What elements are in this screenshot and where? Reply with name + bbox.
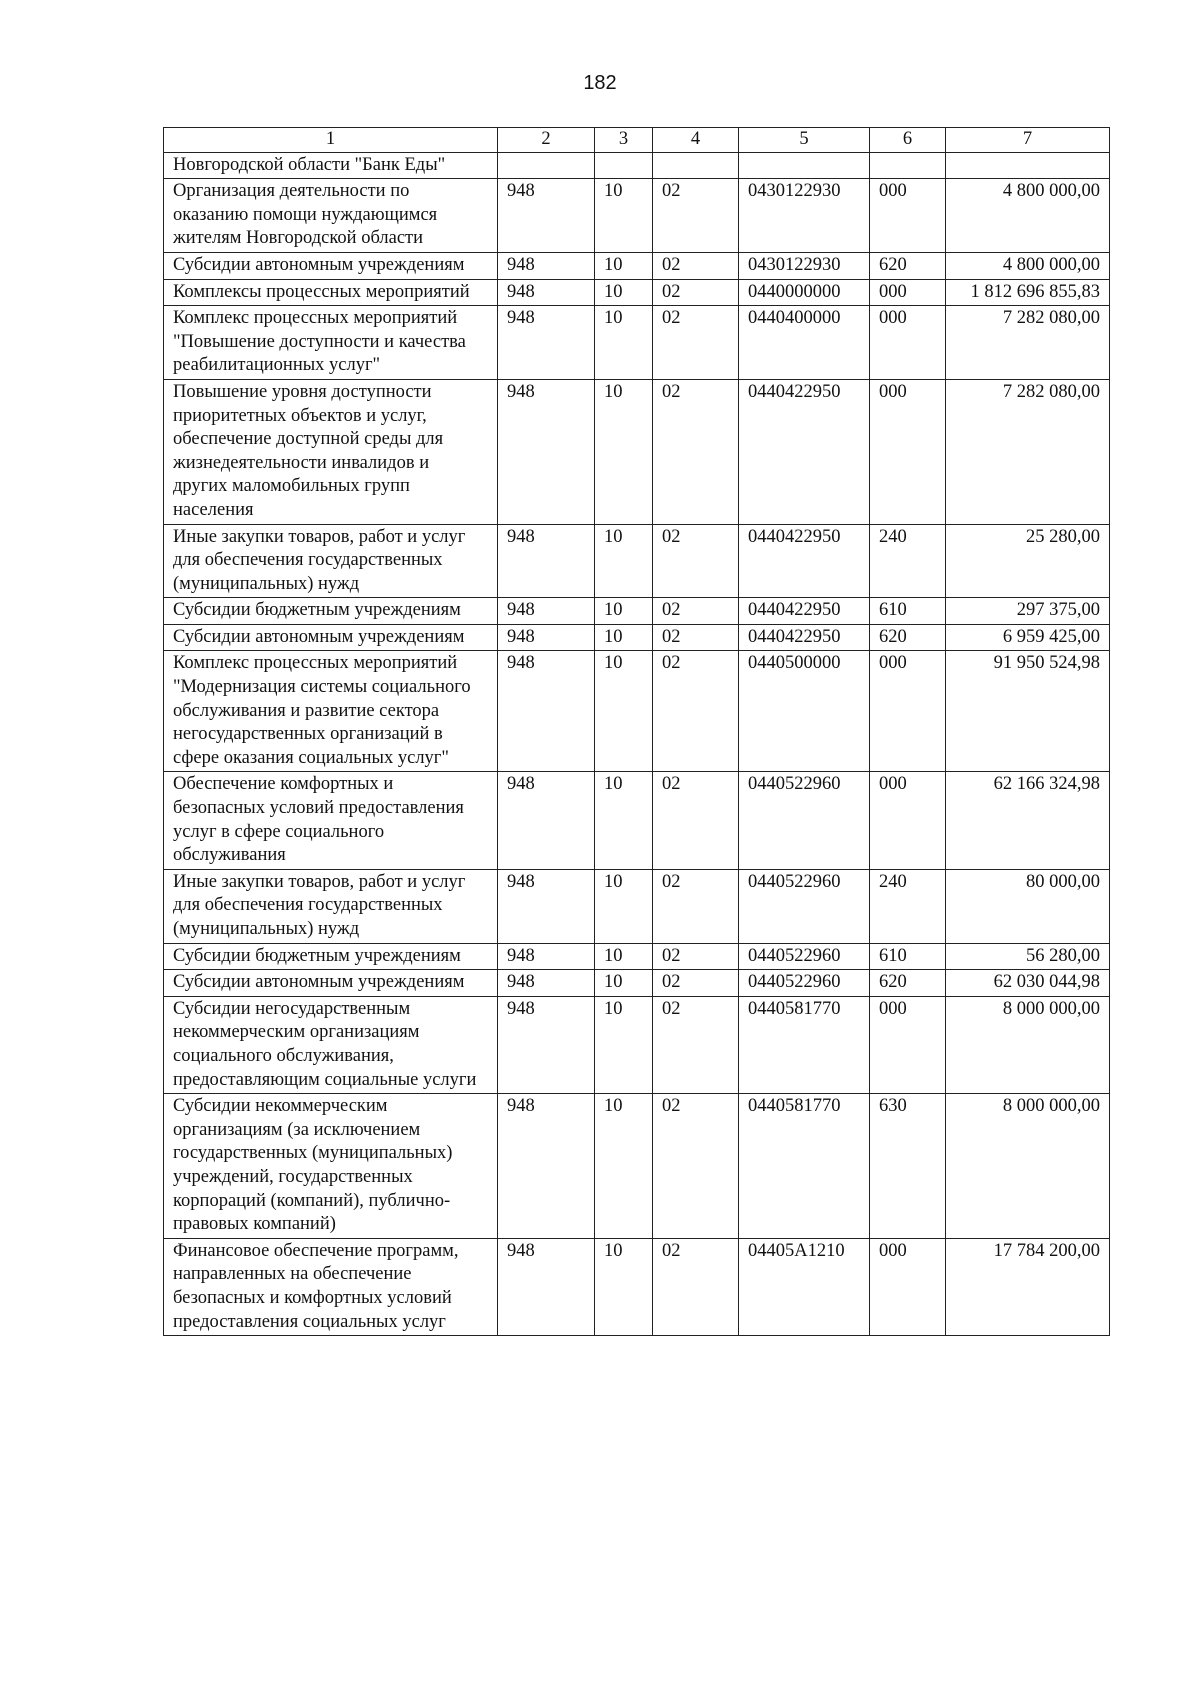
name-cell: Иные закупки товаров, работ и услуг для обеспечения государственных (муниципальных) нужд bbox=[164, 524, 498, 598]
amount-cell: 8 000 000,00 bbox=[946, 996, 1110, 1093]
amount-cell: 56 280,00 bbox=[946, 943, 1110, 970]
subsection-code-cell: 02 bbox=[653, 306, 739, 380]
target-article-cell bbox=[739, 152, 870, 179]
budget-table bbox=[163, 127, 1110, 1336]
column-header: 7 bbox=[946, 128, 1110, 153]
name-cell: Субсидии бюджетным учреждениям bbox=[164, 598, 498, 625]
ministry-code-cell: 948 bbox=[498, 379, 595, 524]
table-row bbox=[164, 524, 1110, 598]
name-cell: Комплексы процессных мероприятий bbox=[164, 279, 498, 306]
table-row bbox=[164, 651, 1110, 772]
amount-cell: 1 812 696 855,83 bbox=[946, 279, 1110, 306]
amount-cell: 91 950 524,98 bbox=[946, 651, 1110, 772]
target-article-cell: 0440422950 bbox=[739, 624, 870, 651]
subsection-code-cell: 02 bbox=[653, 651, 739, 772]
ministry-code-cell: 948 bbox=[498, 1238, 595, 1335]
name-cell: Повышение уровня доступности приоритетных объектов и услуг, обеспечение доступной среды для жизнедеятельности инвалидов и других маломобильных групп населения bbox=[164, 379, 498, 524]
section-code-cell: 10 bbox=[595, 598, 653, 625]
expense-type-cell: 620 bbox=[870, 970, 946, 997]
subsection-code-cell: 02 bbox=[653, 943, 739, 970]
subsection-code-cell bbox=[653, 152, 739, 179]
table-body bbox=[164, 152, 1110, 1336]
target-article-cell: 0440400000 bbox=[739, 306, 870, 380]
column-header: 4 bbox=[653, 128, 739, 153]
subsection-code-cell: 02 bbox=[653, 279, 739, 306]
table-row bbox=[164, 970, 1110, 997]
target-article-cell: 0440000000 bbox=[739, 279, 870, 306]
target-article-cell: 0430122930 bbox=[739, 179, 870, 253]
name-cell: Иные закупки товаров, работ и услуг для обеспечения государственных (муниципальных) нужд bbox=[164, 869, 498, 943]
name-cell: Финансовое обеспечение программ, направленных на обеспечение безопасных и комфортных условий предоставления социальных услуг bbox=[164, 1238, 498, 1335]
table-row bbox=[164, 152, 1110, 179]
amount-cell: 17 784 200,00 bbox=[946, 1238, 1110, 1335]
subsection-code-cell: 02 bbox=[653, 624, 739, 651]
subsection-code-cell: 02 bbox=[653, 996, 739, 1093]
ministry-code-cell: 948 bbox=[498, 252, 595, 279]
section-code-cell: 10 bbox=[595, 772, 653, 869]
subsection-code-cell: 02 bbox=[653, 869, 739, 943]
section-code-cell: 10 bbox=[595, 869, 653, 943]
name-cell: Субсидии автономным учреждениям bbox=[164, 624, 498, 651]
name-cell: Комплекс процессных мероприятий "Повышение доступности и качества реабилитационных услуг" bbox=[164, 306, 498, 380]
subsection-code-cell: 02 bbox=[653, 524, 739, 598]
target-article-cell: 0440522960 bbox=[739, 943, 870, 970]
name-cell: Субсидии автономным учреждениям bbox=[164, 970, 498, 997]
subsection-code-cell: 02 bbox=[653, 772, 739, 869]
expense-type-cell: 620 bbox=[870, 252, 946, 279]
section-code-cell: 10 bbox=[595, 1238, 653, 1335]
expense-type-cell: 000 bbox=[870, 279, 946, 306]
target-article-cell: 0440522960 bbox=[739, 869, 870, 943]
amount-cell: 62 030 044,98 bbox=[946, 970, 1110, 997]
amount-cell: 62 166 324,98 bbox=[946, 772, 1110, 869]
column-number-row bbox=[164, 128, 1110, 153]
ministry-code-cell: 948 bbox=[498, 869, 595, 943]
section-code-cell: 10 bbox=[595, 996, 653, 1093]
expense-type-cell: 620 bbox=[870, 624, 946, 651]
amount-cell: 8 000 000,00 bbox=[946, 1094, 1110, 1239]
target-article-cell: 0440581770 bbox=[739, 996, 870, 1093]
expense-type-cell: 000 bbox=[870, 1238, 946, 1335]
amount-cell: 297 375,00 bbox=[946, 598, 1110, 625]
expense-type-cell: 610 bbox=[870, 598, 946, 625]
target-article-cell: 0430122930 bbox=[739, 252, 870, 279]
column-header: 5 bbox=[739, 128, 870, 153]
section-code-cell bbox=[595, 152, 653, 179]
table-row bbox=[164, 996, 1110, 1093]
name-cell: Субсидии некоммерческим организациям (за исключением государственных (муниципальных) учреждений, государственных корпораций (компаний), публично-правовых компаний) bbox=[164, 1094, 498, 1239]
section-code-cell: 10 bbox=[595, 252, 653, 279]
name-cell: Новгородской области "Банк Еды" bbox=[164, 152, 498, 179]
target-article-cell: 0440522960 bbox=[739, 970, 870, 997]
section-code-cell: 10 bbox=[595, 970, 653, 997]
ministry-code-cell: 948 bbox=[498, 624, 595, 651]
column-header: 2 bbox=[498, 128, 595, 153]
table-row bbox=[164, 1094, 1110, 1239]
subsection-code-cell: 02 bbox=[653, 179, 739, 253]
ministry-code-cell: 948 bbox=[498, 306, 595, 380]
column-header: 3 bbox=[595, 128, 653, 153]
name-cell: Обеспечение комфортных и безопасных условий предоставления услуг в сфере социального обслуживания bbox=[164, 772, 498, 869]
target-article-cell: 04405A1210 bbox=[739, 1238, 870, 1335]
ministry-code-cell bbox=[498, 152, 595, 179]
expense-type-cell bbox=[870, 152, 946, 179]
amount-cell: 4 800 000,00 bbox=[946, 179, 1110, 253]
subsection-code-cell: 02 bbox=[653, 379, 739, 524]
amount-cell: 4 800 000,00 bbox=[946, 252, 1110, 279]
table-row bbox=[164, 772, 1110, 869]
expense-type-cell: 240 bbox=[870, 524, 946, 598]
name-cell: Субсидии бюджетным учреждениям bbox=[164, 943, 498, 970]
name-cell: Комплекс процессных мероприятий "Модернизация системы социального обслуживания и развитие сектора негосударственных организаций в сфере оказания социальных услуг" bbox=[164, 651, 498, 772]
ministry-code-cell: 948 bbox=[498, 598, 595, 625]
subsection-code-cell: 02 bbox=[653, 598, 739, 625]
target-article-cell: 0440422950 bbox=[739, 524, 870, 598]
table-row bbox=[164, 598, 1110, 625]
name-cell: Субсидии автономным учреждениям bbox=[164, 252, 498, 279]
target-article-cell: 0440500000 bbox=[739, 651, 870, 772]
subsection-code-cell: 02 bbox=[653, 970, 739, 997]
table-row bbox=[164, 306, 1110, 380]
ministry-code-cell: 948 bbox=[498, 179, 595, 253]
name-cell: Субсидии негосударственным некоммерческим организациям социального обслуживания, предоставляющим социальные услуги bbox=[164, 996, 498, 1093]
table-row bbox=[164, 624, 1110, 651]
name-cell: Организация деятельности по оказанию помощи нуждающимся жителям Новгородской области bbox=[164, 179, 498, 253]
target-article-cell: 0440422950 bbox=[739, 598, 870, 625]
table-row bbox=[164, 252, 1110, 279]
expense-type-cell: 000 bbox=[870, 306, 946, 380]
page-number: 182 bbox=[583, 72, 617, 94]
column-header: 1 bbox=[164, 128, 498, 153]
amount-cell: 6 959 425,00 bbox=[946, 624, 1110, 651]
section-code-cell: 10 bbox=[595, 943, 653, 970]
column-header: 6 bbox=[870, 128, 946, 153]
subsection-code-cell: 02 bbox=[653, 1094, 739, 1239]
amount-cell: 7 282 080,00 bbox=[946, 379, 1110, 524]
expense-type-cell: 240 bbox=[870, 869, 946, 943]
amount-cell: 80 000,00 bbox=[946, 869, 1110, 943]
section-code-cell: 10 bbox=[595, 306, 653, 380]
target-article-cell: 0440422950 bbox=[739, 379, 870, 524]
ministry-code-cell: 948 bbox=[498, 1094, 595, 1239]
table-row bbox=[164, 943, 1110, 970]
expense-type-cell: 610 bbox=[870, 943, 946, 970]
section-code-cell: 10 bbox=[595, 624, 653, 651]
table-row bbox=[164, 869, 1110, 943]
expense-type-cell: 000 bbox=[870, 379, 946, 524]
expense-type-cell: 000 bbox=[870, 179, 946, 253]
target-article-cell: 0440581770 bbox=[739, 1094, 870, 1239]
table-row bbox=[164, 379, 1110, 524]
table-row bbox=[164, 279, 1110, 306]
subsection-code-cell: 02 bbox=[653, 252, 739, 279]
section-code-cell: 10 bbox=[595, 1094, 653, 1239]
ministry-code-cell: 948 bbox=[498, 651, 595, 772]
ministry-code-cell: 948 bbox=[498, 970, 595, 997]
table-row bbox=[164, 179, 1110, 253]
table-row bbox=[164, 1238, 1110, 1335]
expense-type-cell: 000 bbox=[870, 996, 946, 1093]
expense-type-cell: 000 bbox=[870, 772, 946, 869]
section-code-cell: 10 bbox=[595, 524, 653, 598]
section-code-cell: 10 bbox=[595, 379, 653, 524]
section-code-cell: 10 bbox=[595, 279, 653, 306]
section-code-cell: 10 bbox=[595, 651, 653, 772]
amount-cell: 7 282 080,00 bbox=[946, 306, 1110, 380]
amount-cell: 25 280,00 bbox=[946, 524, 1110, 598]
expense-type-cell: 630 bbox=[870, 1094, 946, 1239]
ministry-code-cell: 948 bbox=[498, 996, 595, 1093]
ministry-code-cell: 948 bbox=[498, 943, 595, 970]
section-code-cell: 10 bbox=[595, 179, 653, 253]
target-article-cell: 0440522960 bbox=[739, 772, 870, 869]
ministry-code-cell: 948 bbox=[498, 524, 595, 598]
amount-cell bbox=[946, 152, 1110, 179]
ministry-code-cell: 948 bbox=[498, 279, 595, 306]
expense-type-cell: 000 bbox=[870, 651, 946, 772]
subsection-code-cell: 02 bbox=[653, 1238, 739, 1335]
ministry-code-cell: 948 bbox=[498, 772, 595, 869]
